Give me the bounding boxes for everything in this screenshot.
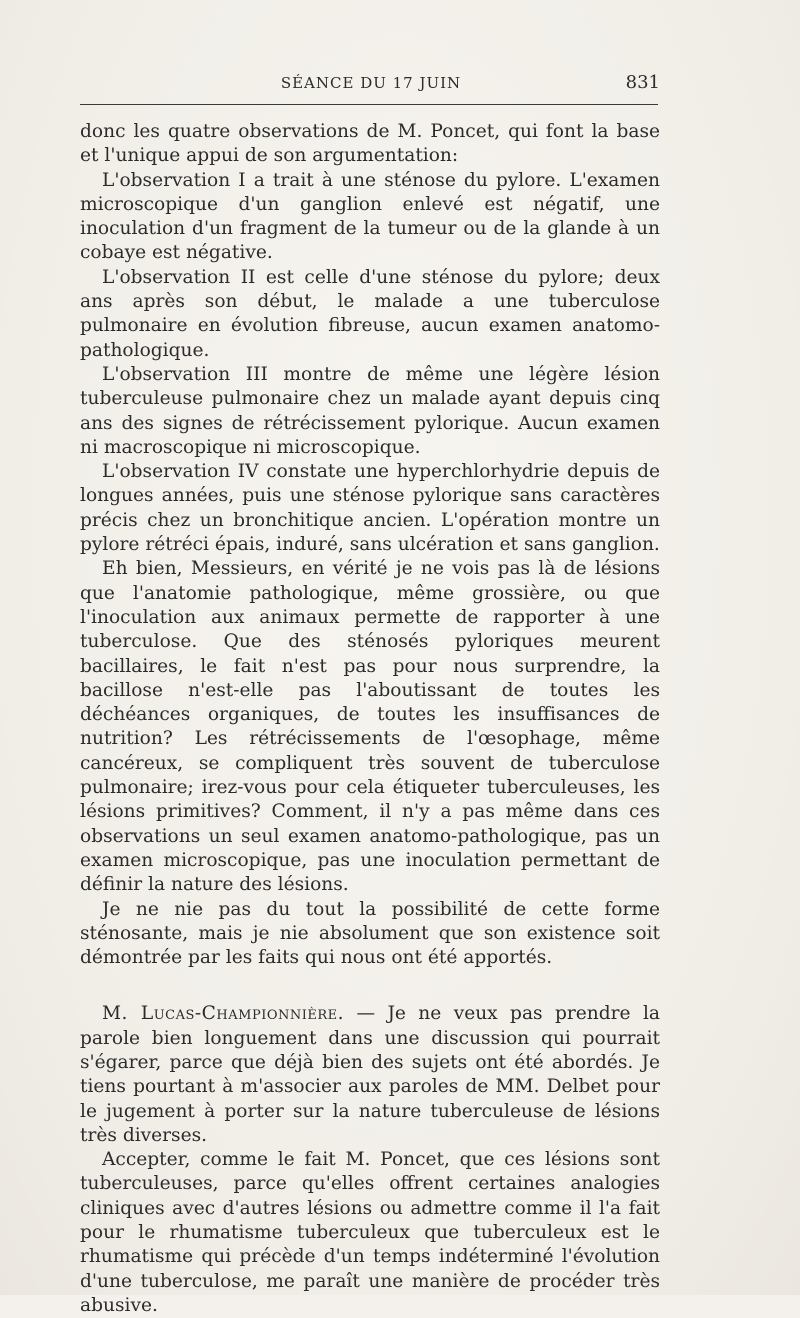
header-rule [80,104,658,105]
paragraph-1: donc les quatre observations de M. Poncet, qui font la base et l'unique appui de son argumentation: [80,121,660,167]
page-number: 831 [625,72,660,93]
paragraph-9: Accepter, comme le fait M. Poncet, que ces lésions sont tuberculeuses, parce qu'elles offrent certaines analogies cliniques avec d'autres lésions ou admettre comme il l'a fait pour le rhumatisme tuberculeux que tuberculeux est le rhumatisme qui précède d'un temps indéterminé l'évolution d'une tuberculose, me paraît une manière de procéder très abusive. [80,1149,660,1316]
paragraph-speaker [80,1002,660,1148]
speaker-text: — Je ne veux pas prendre la parole bien longuement dans une discussion qui pourrait s'égarer, parce que déjà bien des sujets ont été abordés. Je tiens pourtant à m'associer aux paroles de MM. Delbet pour le jugement à porter sur la nature tuberculeuse de lésions très diverses. [80,1003,660,1146]
paragraph-observation-4: L'observation IV constate une hyperchlorhydrie depuis de longues années, puis une sténose pylorique sans caractères précis chez un bronchitique ancien. L'opération montre un pylore rétréci épais, induré, sans ulcération et sans ganglion. [80,461,660,556]
paragraph-observation-3: L'observation III montre de même une légère lésion tuberculeuse pulmonaire chez un malade ayant depuis cinq ans des signes de rétrécissement pylorique. Aucun examen ni macroscopique ni microscopique. [80,363,660,458]
speaker-name: M. Lucas-Championnière. [102,1003,345,1025]
running-head [82,74,660,98]
paragraph-7: Je ne nie pas du tout la possibilité de cette forme sténosante, mais je nie absolument que son existence soit démontrée par les faits qui nous ont été apportés. [80,898,660,969]
paragraph-6: Eh bien, Messieurs, en vérité je ne vois pas là de lésions que l'anatomie pathologique, même grossière, ou que l'inoculation aux animaux permette de rapporter à une tuberculose. Que des sténosés pyloriques meurent bacillaires, le fait n'est pas pour nous surprendre, la bacillose n'est-elle pas l'aboutissant de toutes les déchéances organiques, de toutes les insuffisances de nutrition? Les rétrécissements de l'œsophage, même cancéreux, se compliquent très souvent de tuberculose pulmonaire; irez-vous pour cela étiqueter tuberculeuses, les lésions primitives? Comment, il n'y a pas même dans ces observations un seul examen anatomo-pathologique, pas un examen microscopique, pas une inoculation permettant de définir la nature des lésions. [80,558,660,896]
paragraph-observation-1: L'observation I a trait à une sténose du pylore. L'examen microscopique d'un ganglion enlevé est négatif, une inoculation d'un fragment de la tumeur ou de la glande à un cobaye est négative. [80,169,660,264]
running-title: SÉANCE DU 17 JUIN [280,74,462,92]
body-text [80,120,660,1318]
paragraph-observation-2: L'observation II est celle d'une sténose du pylore; deux ans après son début, le malade a une tuberculose pulmonaire en évolution fibreuse, aucun examen anatomo-pathologique. [80,266,660,361]
